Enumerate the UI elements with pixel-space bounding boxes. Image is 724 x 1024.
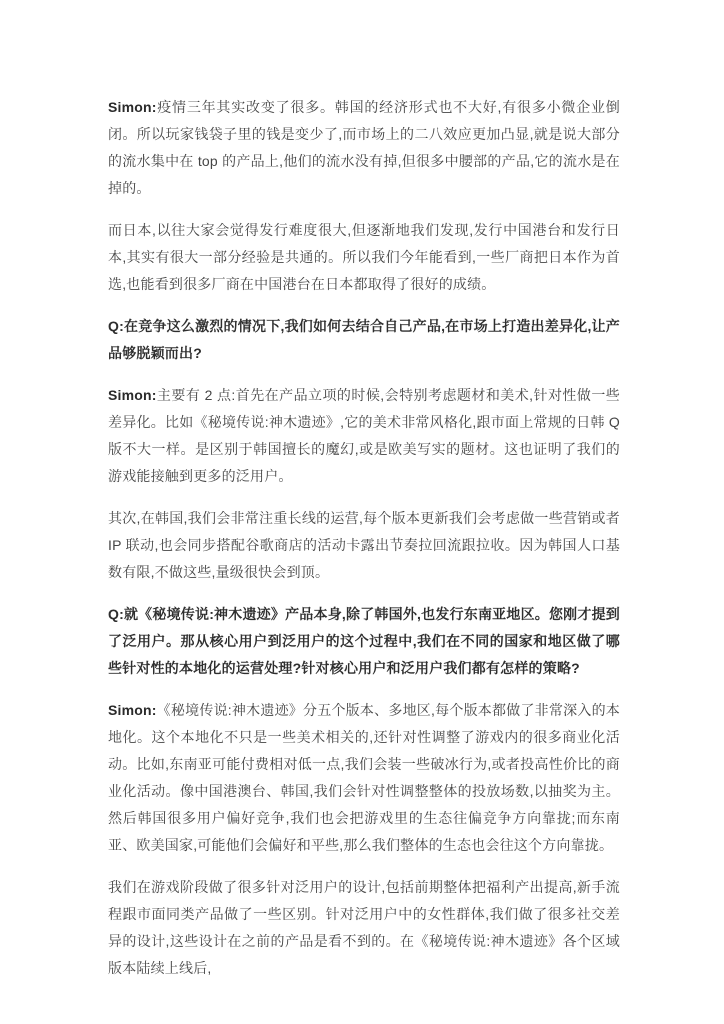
paragraph-text: 我们在游戏阶段做了很多针对泛用户的设计,包括前期整体把福利产出提高,新手流程跟市面同类产品做了一些区别。针对泛用户中的女性群体,我们做了很多社交差异的设计,这些设计在之前的产品是看不到的。在《秘境传说:神木遗迹》各个区域版本陆续上线后, <box>108 879 620 976</box>
paragraph-text: 在竞争这么激烈的情况下,我们如何去结合自己产品,在市场上打造出差异化,让产品够脱颖而出? <box>108 318 620 361</box>
answer-paragraph-2 <box>108 382 620 490</box>
speaker-label: Simon: <box>108 99 157 115</box>
answer-paragraph-3 <box>108 697 620 859</box>
paragraph-text: 主要有 2 点:首先在产品立项的时候,会特别考虑题材和美术,针对性做一些差异化。比如《秘境传说:神木遗迹》,它的美术非常风格化,跟市面上常规的日韩 Q 版不大一样。是区别于韩国擅长的魔幻,或是欧美写实的题材。这也证明了我们的游戏能接触到更多的泛用户。 <box>108 387 620 484</box>
paragraph-text: 《秘境传说:神木遗迹》分五个版本、多地区,每个版本都做了非常深入的本地化。这个本地化不只是一些美术相关的,还针对性调整了游戏内的很多商业化活动。比如,东南亚可能付费相对低一点,我们会装一些破冰行为,或者投高性价比的商业化活动。像中国港澳台、韩国,我们会针对性调整整体的投放场数,以抽奖为主。然后韩国很多用户偏好竞争,我们也会把游戏里的生态往偏竞争方向靠拢;而东南亚、欧美国家,可能他们会偏好和平些,那么我们整体的生态也会往这个方向靠拢。 <box>108 702 620 853</box>
speaker-label: Simon: <box>108 387 157 403</box>
paragraph-text: 就《秘境传说:神木遗迹》产品本身,除了韩国外,也发行东南亚地区。您刚才提到了泛用户。那从核心用户到泛用户的这个过程中,我们在不同的国家和地区做了哪些针对性的本地化的运营处理?针对核心用户和泛用户我们都有怎样的策略? <box>108 606 620 676</box>
answer-continuation-paragraph-3 <box>108 874 620 982</box>
question-label: Q: <box>108 606 124 622</box>
paragraph-text: 而日本,以往大家会觉得发行难度很大,但逐渐地我们发现,发行中国港台和发行日本,其实有很大一部分经验是共通的。所以我们今年能看到,一些厂商把日本作为首选,也能看到很多厂商在中国港台在日本都取得了很好的成绩。 <box>108 222 620 292</box>
paragraph-text: 疫情三年其实改变了很多。韩国的经济形式也不大好,有很多小微企业倒闭。所以玩家钱袋子里的钱是变少了,而市场上的二八效应更加凸显,就是说大部分的流水集中在 top 的产品上,他们的流水没有掉,但很多中腰部的产品,它的流水是在掉的。 <box>108 99 620 196</box>
paragraph-text: 其次,在韩国,我们会非常注重长线的运营,每个版本更新我们会考虑做一些营销或者 IP 联动,也会同步搭配谷歌商店的活动卡露出节奏拉回流跟拉收。因为韩国人口基数有限,不做这些,量级很快会到顶。 <box>108 510 620 580</box>
question-paragraph-2 <box>108 601 620 682</box>
question-label: Q: <box>108 318 124 334</box>
answer-continuation-paragraph-2 <box>108 505 620 586</box>
speaker-label: Simon: <box>108 702 157 718</box>
question-paragraph-1 <box>108 313 620 367</box>
answer-paragraph-1 <box>108 94 620 202</box>
answer-continuation-paragraph-1 <box>108 217 620 298</box>
